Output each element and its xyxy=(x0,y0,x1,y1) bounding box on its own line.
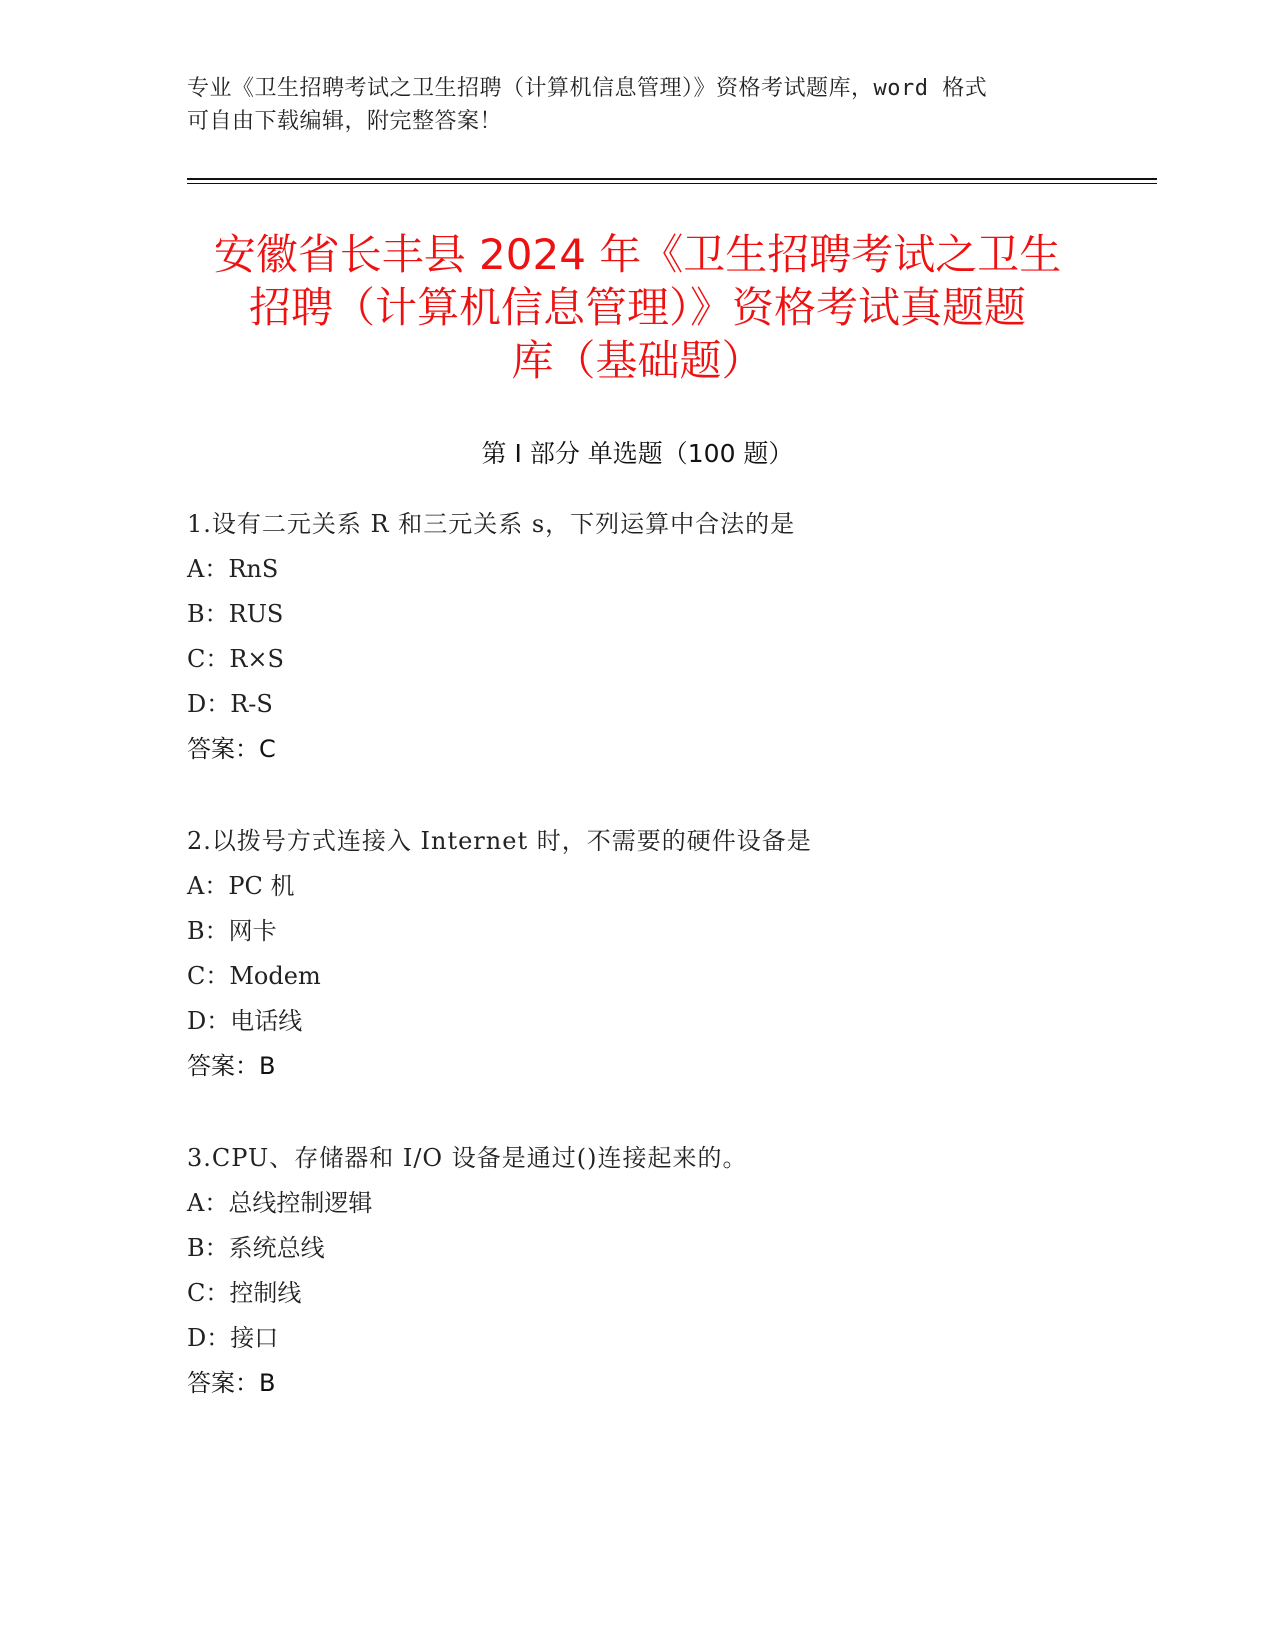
header-divider-thick xyxy=(187,178,1157,180)
option-d: D：R-S xyxy=(187,690,273,718)
question-stem: 2.以拨号方式连接入 Internet 时，不需要的硬件设备是 xyxy=(187,827,812,855)
question-1 xyxy=(187,502,1137,772)
option-d: D：电话线 xyxy=(187,1007,303,1035)
header-divider-thin xyxy=(187,183,1157,184)
section-heading: 第 I 部分 单选题（100 题） xyxy=(481,439,794,468)
question-stem: 3.CPU、存储器和 I/O 设备是通过()连接起来的。 xyxy=(187,1144,748,1172)
option-b: B：RUS xyxy=(187,600,284,628)
option-b: B：系统总线 xyxy=(187,1234,325,1262)
question-3 xyxy=(187,1136,1137,1406)
title-line-1: 安徽省长丰县 2024 年《卫生招聘考试之卫生 xyxy=(213,230,1062,279)
option-c: C：Modem xyxy=(187,962,321,990)
question-2 xyxy=(187,819,1137,1089)
question-stem: 1.设有二元关系 R 和三元关系 s，下列运算中合法的是 xyxy=(187,510,796,538)
header-note-line-2: 可自由下载编辑，附完整答案！ xyxy=(187,109,503,134)
option-c: C：控制线 xyxy=(187,1279,302,1307)
document-title xyxy=(160,228,1115,387)
option-c: C：R×S xyxy=(187,645,284,673)
option-a: A：RnS xyxy=(187,555,279,583)
title-line-3: 库（基础题） xyxy=(511,336,764,385)
option-d: D：接口 xyxy=(187,1324,279,1352)
answer: 答案：C xyxy=(187,735,276,763)
option-b: B：网卡 xyxy=(187,917,277,945)
title-line-2: 招聘（计算机信息管理）》资格考试真题题 xyxy=(248,283,1026,332)
header-note-line-1: 专业《卫生招聘考试之卫生招聘（计算机信息管理）》资格考试题库，word 格式 xyxy=(187,76,988,101)
header-note xyxy=(187,72,1087,138)
answer: 答案：B xyxy=(187,1052,276,1080)
option-a: A：总线控制逻辑 xyxy=(187,1189,373,1217)
option-a: A：PC 机 xyxy=(187,872,295,900)
answer: 答案：B xyxy=(187,1369,276,1397)
